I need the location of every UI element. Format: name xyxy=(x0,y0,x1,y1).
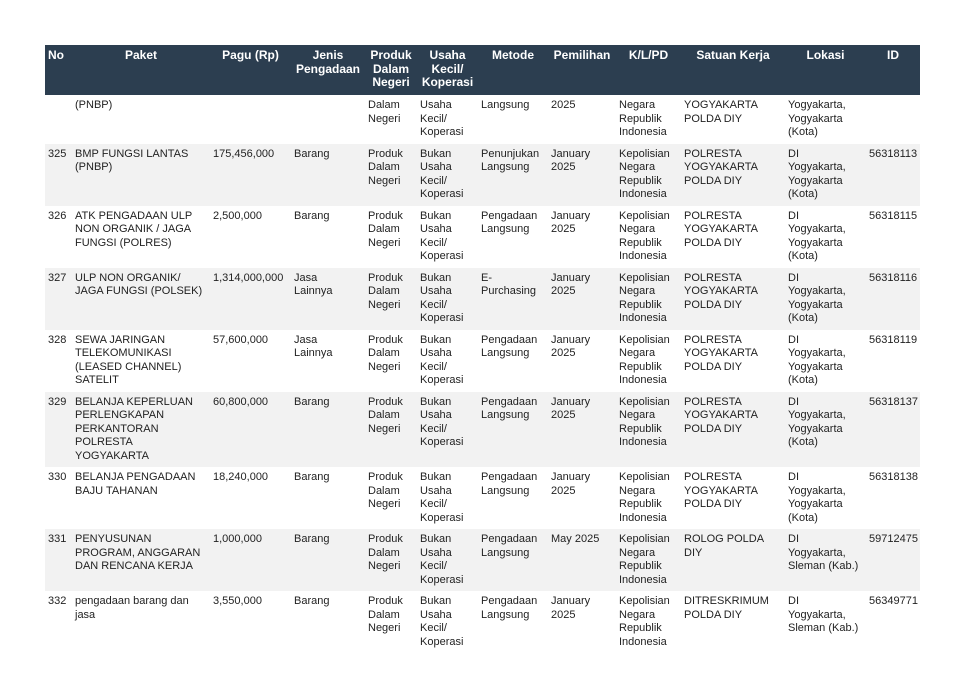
cell-usaha-kecil: Bukan Usaha Kecil/ Koperasi xyxy=(417,144,478,206)
cell-klpd: Kepolisian Negara Republik Indonesia xyxy=(616,392,681,468)
cell-lokasi: Yogyakarta, Yogyakarta (Kota) xyxy=(788,99,846,138)
cell-produk-dalam-negeri: Produk Dalam Negeri xyxy=(368,209,403,249)
cell-usaha-kecil: Bukan Usaha Kecil/ Koperasi xyxy=(420,209,464,262)
cell-id: 56318119 xyxy=(869,333,918,346)
cell-metode: Pengadaan Langsung xyxy=(481,209,538,235)
cell-satuan-kerja: ROLOG POLDA DIY xyxy=(681,529,785,591)
column-header-no[interactable]: No xyxy=(45,45,72,95)
column-header-id[interactable]: ID xyxy=(866,45,920,95)
cell-metode: Penunjukan Langsung xyxy=(478,144,548,206)
cell-satuan-kerja: DITRESKRIMUM POLDA DIY xyxy=(684,595,769,621)
cell-klpd: Kepolisian Negara Republik Indonesia xyxy=(616,529,681,591)
cell-paket: pengadaan barang dan jasa xyxy=(75,595,189,621)
table-row xyxy=(45,467,920,529)
cell-usaha-kecil: Bukan Usaha Kecil/ Koperasi xyxy=(417,529,478,591)
cell-paket: BELANJA PENGADAAN BAJU TAHANAN xyxy=(75,471,196,497)
table-row xyxy=(45,268,920,330)
cell-lokasi: DI Yogyakarta, Sleman (Kab.) xyxy=(788,595,859,634)
cell-id: 56318116 xyxy=(866,268,920,330)
table-row xyxy=(45,330,920,392)
cell-pagu: 3,550,000 xyxy=(213,595,262,607)
cell-lokasi: DI Yogyakarta, Yogyakarta (Kota) xyxy=(788,333,846,386)
cell-jenis-pengadaan: Barang xyxy=(294,595,330,607)
cell-satuan-kerja: POLRESTA YOGYAKARTA POLDA DIY xyxy=(681,268,785,330)
column-header-metode[interactable]: Metode xyxy=(478,45,548,95)
cell-paket: ATK PENGADAAN ULP NON ORGANIK / JAGA FUNGSI (POLRES) xyxy=(75,209,193,249)
cell-pagu: 18,240,000 xyxy=(213,471,269,483)
cell-usaha-kecil: Usaha Kecil/ Koperasi xyxy=(420,99,464,138)
cell-usaha-kecil: Bukan Usaha Kecil/ Koperasi xyxy=(417,392,478,468)
cell-metode: Pengadaan Langsung xyxy=(478,392,548,468)
cell-pagu xyxy=(210,95,291,144)
procurement-table xyxy=(45,45,920,653)
cell-pagu: 175,456,000 xyxy=(210,144,291,206)
cell-no: 330 xyxy=(48,471,67,483)
cell-klpd: Kepolisian Negara Republik Indonesia xyxy=(616,144,681,206)
cell-metode: Pengadaan Langsung xyxy=(481,595,538,621)
cell-id: 56318138 xyxy=(869,471,918,483)
cell-lokasi: DI Yogyakarta, Yogyakarta (Kota) xyxy=(788,471,846,524)
cell-produk-dalam-negeri: Produk Dalam Negeri xyxy=(365,268,417,330)
column-header-usaha-kecil[interactable]: Usaha Kecil/ Koperasi xyxy=(417,45,478,95)
cell-usaha-kecil: Bukan Usaha Kecil/ Koperasi xyxy=(417,268,478,330)
cell-no: 325 xyxy=(45,144,72,206)
cell-jenis-pengadaan: Jasa Lainnya xyxy=(294,333,333,359)
cell-klpd: Negara Republik Indonesia xyxy=(619,99,667,138)
cell-id: 56349771 xyxy=(869,595,918,607)
column-header-pemilihan[interactable]: Pemilihan xyxy=(548,45,616,95)
cell-paket: BELANJA KEPERLUAN PERLENGKAPAN PERKANTORAN POLRESTA YOGYAKARTA xyxy=(72,392,210,468)
cell-id: 59712475 xyxy=(866,529,920,591)
cell-klpd: Kepolisian Negara Republik Indonesia xyxy=(619,471,670,524)
cell-paket: PENYUSUNAN PROGRAM, ANGGARAN DAN RENCANA KERJA xyxy=(72,529,210,591)
cell-pemilihan: January 2025 xyxy=(551,333,591,359)
table-row xyxy=(45,591,920,653)
column-header-lokasi[interactable]: Lokasi xyxy=(785,45,866,95)
column-header-produk-dalam-negeri[interactable]: Produk Dalam Negeri xyxy=(365,45,417,95)
cell-satuan-kerja: POLRESTA YOGYAKARTA POLDA DIY xyxy=(681,392,785,468)
cell-jenis-pengadaan: Barang xyxy=(291,144,365,206)
cell-id: 56318115 xyxy=(869,209,918,222)
cell-produk-dalam-negeri: Produk Dalam Negeri xyxy=(368,333,403,373)
cell-metode: Pengadaan Langsung xyxy=(478,529,548,591)
cell-no: 326 xyxy=(48,209,67,222)
column-header-pagu[interactable]: Pagu (Rp) xyxy=(210,45,291,95)
cell-satuan-kerja: POLRESTA YOGYAKARTA POLDA DIY xyxy=(681,144,785,206)
cell-produk-dalam-negeri: Produk Dalam Negeri xyxy=(368,595,403,634)
column-header-paket[interactable]: Paket xyxy=(72,45,210,95)
column-header-satuan-kerja[interactable]: Satuan Kerja xyxy=(681,45,785,95)
cell-pagu: 1,314,000,000 xyxy=(210,268,291,330)
cell-satuan-kerja: POLRESTA YOGYAKARTA POLDA DIY xyxy=(684,209,758,249)
cell-no: 332 xyxy=(48,595,67,607)
cell-lokasi: DI Yogyakarta, Yogyakarta (Kota) xyxy=(785,144,866,206)
cell-usaha-kecil: Bukan Usaha Kecil/ Koperasi xyxy=(420,333,464,386)
cell-produk-dalam-negeri: Dalam Negeri xyxy=(368,99,401,125)
cell-produk-dalam-negeri: Produk Dalam Negeri xyxy=(368,471,403,510)
cell-pagu: 60,800,000 xyxy=(210,392,291,468)
cell-produk-dalam-negeri: Produk Dalam Negeri xyxy=(365,144,417,206)
cell-jenis-pengadaan: Barang xyxy=(291,529,365,591)
cell-pemilihan: 2025 xyxy=(551,99,576,111)
table-row xyxy=(45,529,920,591)
cell-no: 329 xyxy=(45,392,72,468)
cell-id: 56318137 xyxy=(866,392,920,468)
cell-lokasi: DI Yogyakarta, Sleman (Kab.) xyxy=(785,529,866,591)
cell-paket: SEWA JARINGAN TELEKOMUNIKASI (LEASED CHANNEL) SATELIT xyxy=(75,333,182,386)
cell-pagu: 1,000,000 xyxy=(210,529,291,591)
column-header-klpd[interactable]: K/L/PD xyxy=(616,45,681,95)
cell-pemilihan: May 2025 xyxy=(548,529,616,591)
cell-no: 331 xyxy=(45,529,72,591)
cell-pagu: 57,600,000 xyxy=(213,333,269,346)
cell-no xyxy=(45,95,72,144)
cell-usaha-kecil: Bukan Usaha Kecil/ Koperasi xyxy=(420,595,464,648)
cell-pagu: 2,500,000 xyxy=(213,209,262,222)
cell-metode: E- Purchasing xyxy=(478,268,548,330)
cell-klpd: Kepolisian Negara Republik Indonesia xyxy=(616,268,681,330)
cell-pemilihan: January 2025 xyxy=(551,595,591,621)
cell-klpd: Kepolisian Negara Republik Indonesia xyxy=(619,595,670,648)
cell-lokasi: DI Yogyakarta, Yogyakarta (Kota) xyxy=(788,209,846,262)
cell-satuan-kerja: POLRESTA YOGYAKARTA POLDA DIY xyxy=(684,471,758,510)
cell-pemilihan: January 2025 xyxy=(548,268,616,330)
table-row xyxy=(45,392,920,468)
cell-pemilihan: January 2025 xyxy=(551,471,591,497)
cell-id: 56318113 xyxy=(866,144,920,206)
cell-pemilihan: January 2025 xyxy=(548,144,616,206)
cell-metode: Pengadaan Langsung xyxy=(481,333,538,359)
cell-paket: (PNBP) xyxy=(75,99,113,111)
cell-klpd: Kepolisian Negara Republik Indonesia xyxy=(619,209,670,262)
cell-pemilihan: January 2025 xyxy=(548,392,616,468)
table-row xyxy=(45,95,920,144)
header-row xyxy=(45,45,920,95)
cell-metode: Langsung xyxy=(481,99,530,111)
cell-no: 327 xyxy=(45,268,72,330)
table-row xyxy=(45,206,920,268)
cell-jenis-pengadaan: Barang xyxy=(294,471,330,483)
cell-usaha-kecil: Bukan Usaha Kecil/ Koperasi xyxy=(420,471,464,524)
cell-metode: Pengadaan Langsung xyxy=(481,471,538,497)
cell-jenis-pengadaan xyxy=(291,95,365,144)
cell-pemilihan: January 2025 xyxy=(551,209,591,235)
cell-jenis-pengadaan: Barang xyxy=(294,209,330,222)
cell-produk-dalam-negeri: Produk Dalam Negeri xyxy=(365,529,417,591)
cell-id xyxy=(866,95,920,144)
cell-klpd: Kepolisian Negara Republik Indonesia xyxy=(619,333,670,386)
cell-satuan-kerja: YOGYAKARTA POLDA DIY xyxy=(684,99,758,125)
cell-satuan-kerja: POLRESTA YOGYAKARTA POLDA DIY xyxy=(684,333,758,373)
cell-jenis-pengadaan: Barang xyxy=(291,392,365,468)
column-header-jenis-pengadaan[interactable]: Jenis Pengadaan xyxy=(291,45,365,95)
cell-produk-dalam-negeri: Produk Dalam Negeri xyxy=(365,392,417,468)
cell-lokasi: DI Yogyakarta, Yogyakarta (Kota) xyxy=(785,392,866,468)
cell-no: 328 xyxy=(48,333,67,346)
cell-lokasi: DI Yogyakarta, Yogyakarta (Kota) xyxy=(785,268,866,330)
cell-paket: ULP NON ORGANIK/ JAGA FUNGSI (POLSEK) xyxy=(72,268,210,330)
table-body xyxy=(45,95,920,653)
cell-paket: BMP FUNGSI LANTAS (PNBP) xyxy=(72,144,210,206)
table-row xyxy=(45,144,920,206)
cell-jenis-pengadaan: Jasa Lainnya xyxy=(291,268,365,330)
